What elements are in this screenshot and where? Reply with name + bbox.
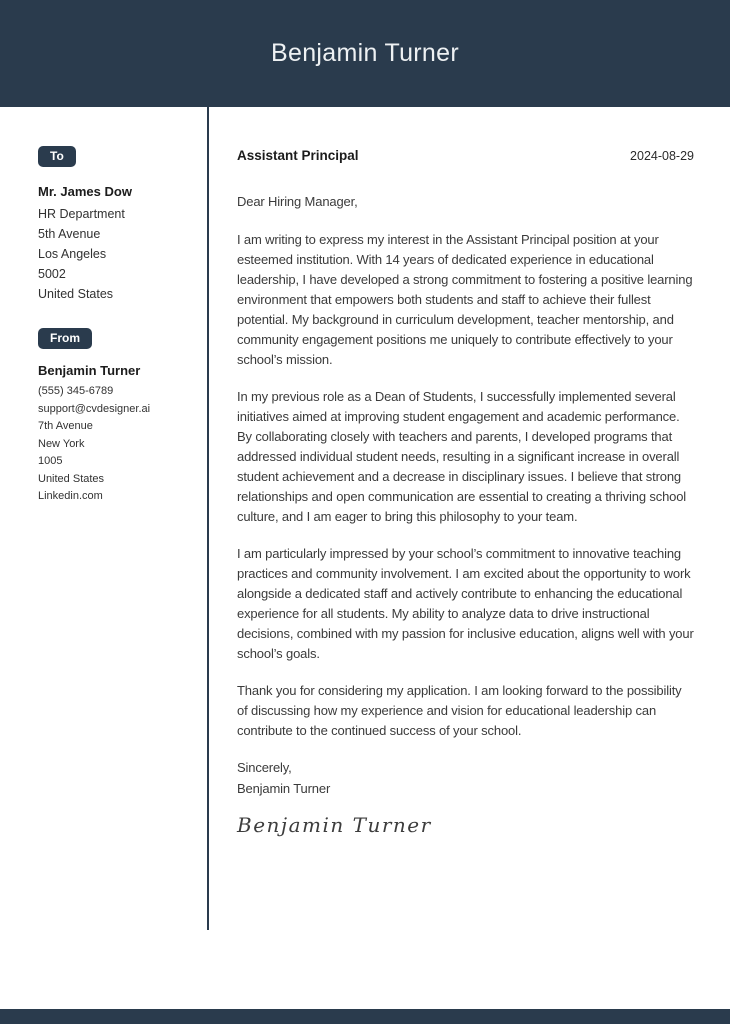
- header-band: [0, 0, 730, 107]
- signer-name: Benjamin Turner: [237, 780, 331, 796]
- sidebar: [0, 107, 207, 506]
- letter-title-row: [237, 148, 694, 163]
- recipient-street: 5th Avenue: [38, 227, 101, 241]
- sender-country: United States: [38, 472, 105, 485]
- paragraph-intro: I am writing to express my interest in the Assistant Principal position at your esteemed institution. With 14 years of dedicated experience in educational leadership, I have developed a strong commitment to fostering a positive learning environment that empowers both students and staff to achieve their fullest potential. My background in curriculum development, teacher mentorship, and community engagement positions me uniquely to contribute effectively to your school’s mission.: [237, 232, 693, 367]
- paragraph-fit: I am particularly impressed by your school’s commitment to innovative teaching practices and community involvement. I am excited about the opportunity to work alongside a dedicated staff and actively contribute to enhancing the educational experience for all students. My ability to analyze data to drive instructional decisions, combined with my passion for inclusive education, aligns well with your school’s goals.: [237, 546, 694, 661]
- page-body: [0, 107, 730, 930]
- letter-body: [209, 107, 730, 837]
- letter-date: 2024-08-29: [630, 149, 694, 163]
- sender-email: support@cvdesigner.ai: [38, 402, 151, 415]
- closing-block: [237, 758, 694, 799]
- sender-phone: (555) 345-6789: [38, 385, 114, 397]
- job-title: Assistant Principal: [237, 148, 359, 163]
- sender-linkedin: Linkedin.com: [38, 490, 103, 502]
- recipient-postal-code: 5002: [38, 267, 66, 281]
- closing-word: Sincerely,: [237, 760, 292, 775]
- salutation: Dear Hiring Manager,: [237, 194, 358, 209]
- sender-postal-code: 1005: [38, 455, 63, 467]
- sender-name: Benjamin Turner: [38, 363, 141, 378]
- sender-street: 7th Avenue: [38, 420, 93, 432]
- recipient-name: Mr. James Dow: [38, 184, 132, 199]
- paragraph-thanks: Thank you for considering my application. I am looking forward to the possibility of discussing how my experience and vision for educational leadership can contribute to the continued success of your school.: [237, 683, 682, 738]
- footer-band: [0, 1009, 730, 1024]
- sender-city: New York: [38, 437, 85, 450]
- sender-block: [38, 328, 207, 506]
- to-badge: To: [38, 146, 76, 167]
- paragraph-experience: In my previous role as a Dean of Students, I successfully implemented several initiatives aimed at improving student engagement and academic performance. By collaborating closely with teachers and parents, I developed programs that addressed individual student needs, resulting in a significant increase in overall student achievement and a decrease in disciplinary issues. I believe that strong relationships and open communication are essential to creating a thriving school culture, and I am eager to bring this philosophy to your team.: [237, 389, 687, 524]
- recipient-address: [38, 204, 207, 304]
- from-badge: From: [38, 328, 92, 349]
- recipient-country: United States: [38, 287, 114, 301]
- sender-contact: [38, 383, 207, 506]
- header-name: Benjamin Turner: [271, 39, 459, 67]
- handwritten-signature: Benjamin Turner: [237, 813, 432, 837]
- recipient-city: Los Angeles: [38, 247, 107, 261]
- recipient-department: HR Department: [38, 207, 125, 221]
- recipient-block: [38, 146, 207, 304]
